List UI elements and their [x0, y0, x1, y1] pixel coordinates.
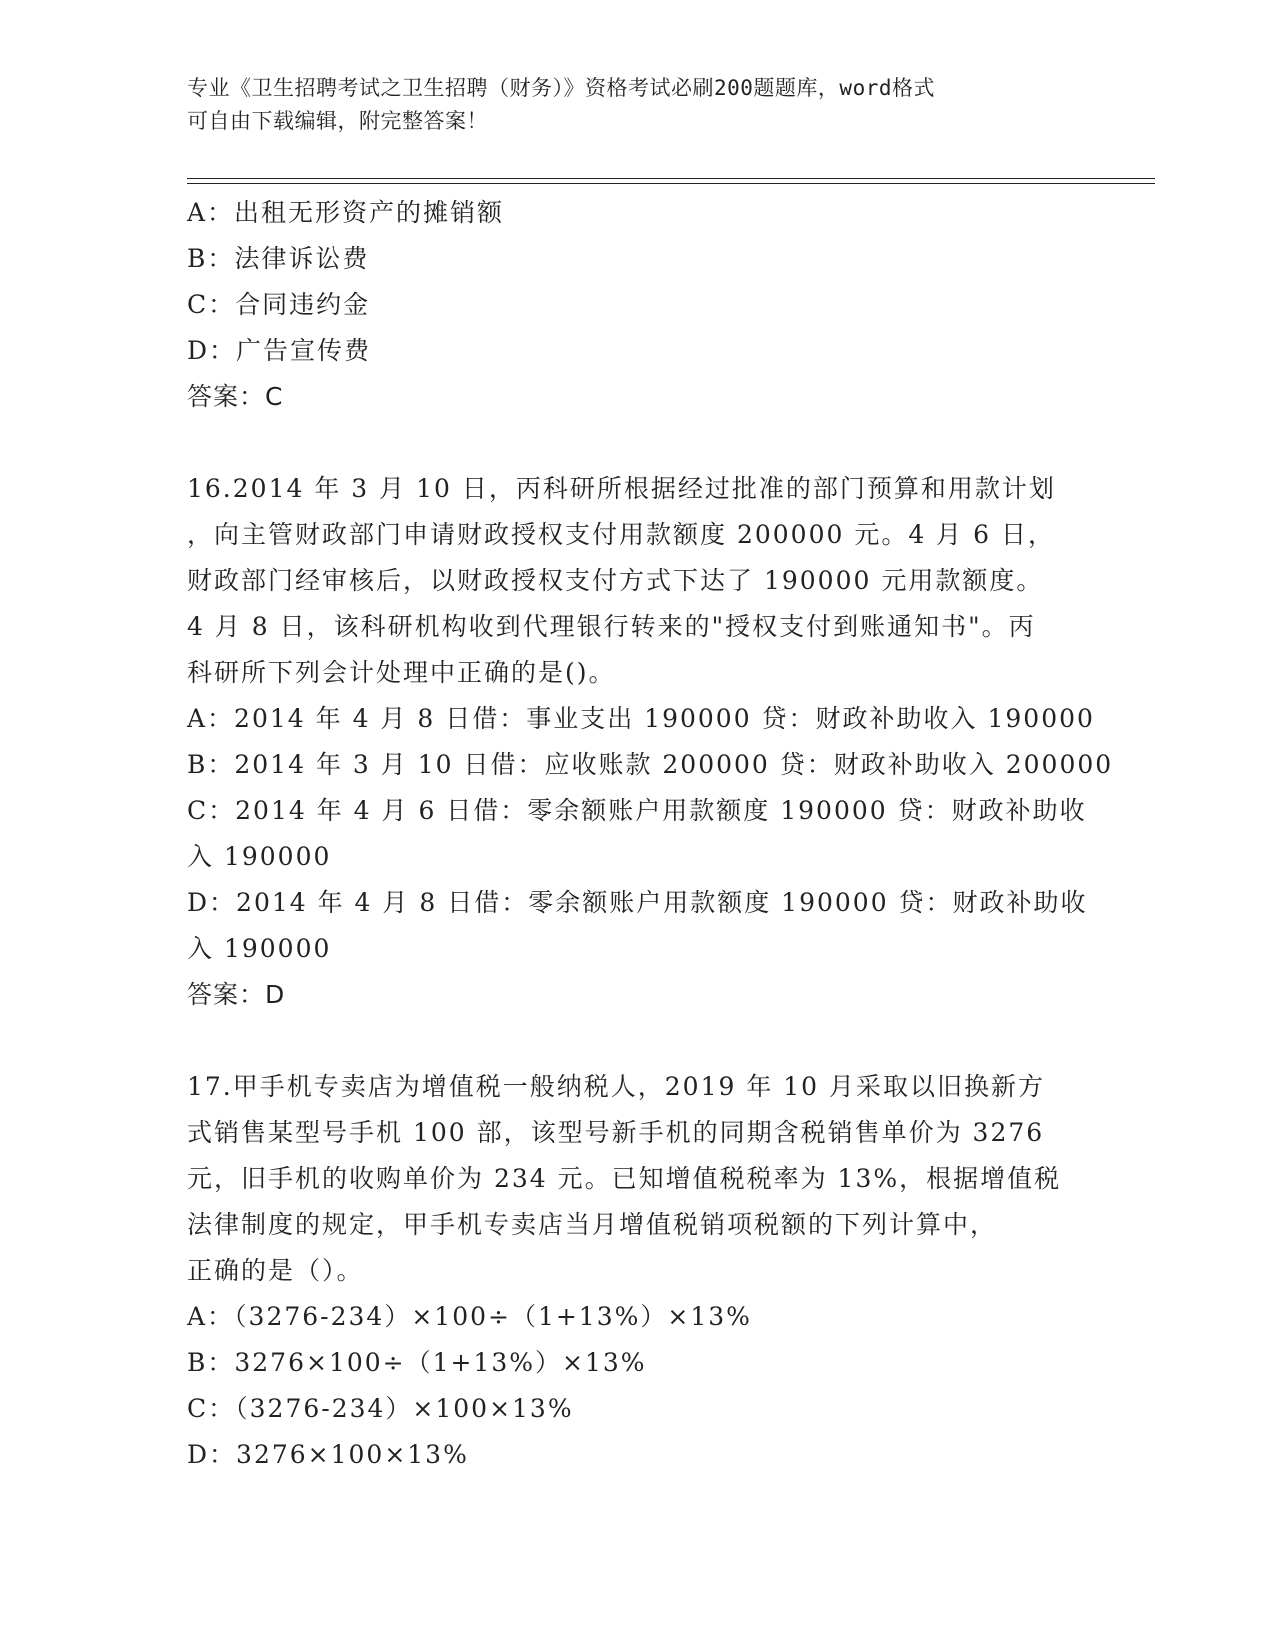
question-stem-line: 元，旧手机的收购单价为 234 元。已知增值税税率为 13%，根据增值税: [187, 1164, 1062, 1193]
spacer: [187, 420, 1087, 466]
option-d-continued: 入 190000: [187, 934, 332, 963]
option-a: A：2014 年 4 月 8 日借：事业支出 190000 贷：财政补助收入 190000: [187, 704, 1095, 733]
option-a: A：出租无形资产的摊销额: [187, 198, 505, 227]
question-16: [187, 466, 1114, 1018]
option-c-continued: 入 190000: [187, 842, 332, 871]
spacer: [187, 1018, 1087, 1064]
document-body: [187, 190, 1114, 1478]
option-d: D：3276×100×13%: [187, 1440, 469, 1469]
question-17: [187, 1064, 1087, 1478]
question-stem-line: 16.2014 年 3 月 10 日，丙科研所根据经过批准的部门预算和用款计划: [187, 474, 1056, 503]
header-divider-bottom: [187, 183, 1155, 184]
question-15-options: [187, 190, 1087, 420]
question-stem-line: 法律制度的规定，甲手机专卖店当月增值税销项税额的下列计算中，: [187, 1210, 998, 1239]
document-header: [187, 72, 1067, 138]
header-divider-top: [187, 178, 1155, 179]
question-stem-line: 科研所下列会计处理中正确的是()。: [187, 658, 616, 687]
option-a: A：（3276-234）×100÷（1+13%）×13%: [187, 1302, 752, 1331]
answer: 答案：C: [187, 382, 284, 411]
option-b: B：2014 年 3 月 10 日借：应收账款 200000 贷：财政补助收入 200000: [187, 750, 1114, 779]
question-stem-line: 4 月 8 日，该科研机构收到代理银行转来的"授权支付到账通知书"。丙: [187, 612, 1036, 641]
question-stem-line: 17.甲手机专卖店为增值税一般纳税人，2019 年 10 月采取以旧换新方: [187, 1072, 1046, 1101]
option-b: B：3276×100÷（1+13%）×13%: [187, 1348, 647, 1377]
header-line-2: 可自由下载编辑，附完整答案！: [187, 109, 488, 133]
question-stem-line: ，向主管财政部门申请财政授权支付用款额度 200000 元。4 月 6 日，: [187, 520, 1055, 549]
question-stem-line: 式销售某型号手机 100 部，该型号新手机的同期含税销售单价为 3276: [187, 1118, 1045, 1147]
question-stem-line: 财政部门经审核后，以财政授权支付方式下达了 190000 元用款额度。: [187, 566, 1044, 595]
answer: 答案：D: [187, 980, 286, 1009]
option-c: C：（3276-234）×100×13%: [187, 1394, 574, 1423]
option-d: D：2014 年 4 月 8 日借：零余额账户用款额度 190000 贷：财政补助收: [187, 888, 1088, 917]
header-line-1: 专业《卫生招聘考试之卫生招聘（财务）》资格考试必刷200题题库，word格式: [187, 76, 935, 100]
question-stem-line: 正确的是（）。: [187, 1256, 364, 1285]
option-b: B：法律诉讼费: [187, 244, 370, 273]
option-c: C：合同违约金: [187, 290, 371, 319]
option-c: C：2014 年 4 月 6 日借：零余额账户用款额度 190000 贷：财政补助收: [187, 796, 1087, 825]
option-d: D：广告宣传费: [187, 336, 372, 365]
